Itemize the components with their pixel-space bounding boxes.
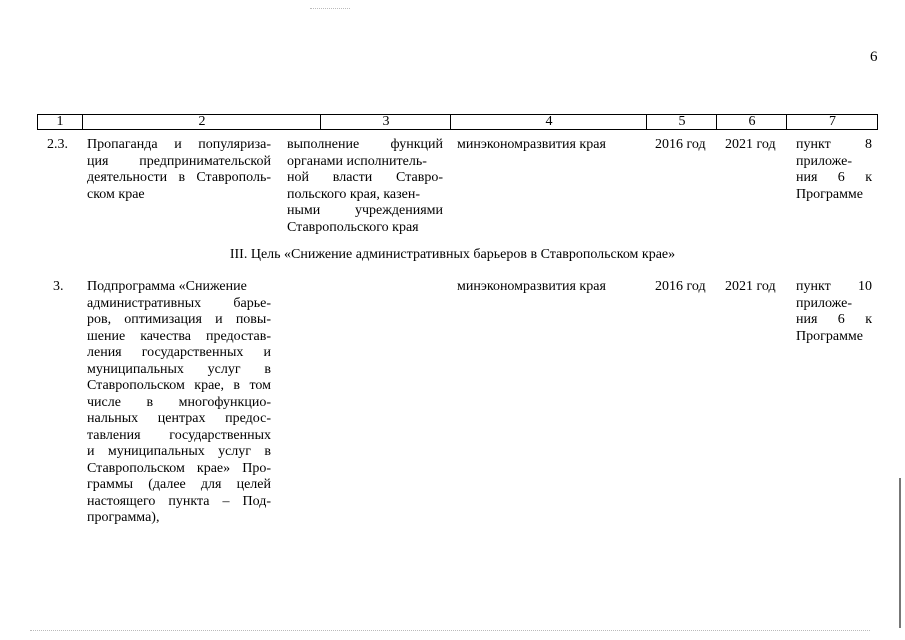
text-line: настоящего пункта – Под- bbox=[87, 493, 271, 509]
indicator-link bbox=[796, 279, 872, 345]
column-header: 7 bbox=[786, 115, 878, 129]
end-date: 2021 год bbox=[725, 279, 776, 294]
text-line: муниципальных услуг в bbox=[87, 361, 271, 377]
text-line: ция предпринимательской bbox=[87, 153, 271, 169]
responsible-executor: минэкономразвития края bbox=[457, 137, 606, 152]
row-number: 3. bbox=[53, 279, 64, 294]
text-line: числе в многофункцио- bbox=[87, 394, 271, 410]
text-line: Ставропольского края bbox=[287, 219, 419, 235]
scan-edge-mark bbox=[899, 478, 901, 628]
column-header: 2 bbox=[82, 115, 321, 129]
text-line: пункт 10 bbox=[796, 279, 872, 294]
page-number: 6 bbox=[870, 49, 878, 65]
text-line: деятельности в Ставрополь- bbox=[87, 170, 271, 185]
text-line: органами исполнитель- bbox=[287, 153, 427, 169]
start-date: 2016 год bbox=[655, 279, 706, 294]
text-line: Программе bbox=[796, 328, 863, 344]
text-line: Программе bbox=[796, 186, 863, 202]
text-line: ском крае bbox=[87, 186, 145, 202]
implementation-method bbox=[287, 137, 443, 236]
text-line: Ставропольском крае, в том bbox=[87, 378, 271, 393]
section-heading: III. Цель «Снижение административных барьеров в Ставропольском крае» bbox=[229, 247, 676, 262]
table-header bbox=[37, 114, 878, 130]
responsible-executor: минэкономразвития края bbox=[457, 279, 606, 294]
text-line: программа), bbox=[87, 510, 160, 525]
column-header: 6 bbox=[716, 115, 787, 129]
text-line: Пропаганда и популяриза- bbox=[87, 137, 271, 152]
text-line: ления государственных и bbox=[87, 345, 271, 360]
text-line: пункт 8 bbox=[796, 137, 872, 152]
text-line: ной власти Ставро- bbox=[287, 170, 443, 185]
column-header: 5 bbox=[646, 115, 717, 129]
scan-artifact-bottom bbox=[30, 630, 870, 632]
text-line: граммы (далее для целей bbox=[87, 477, 271, 492]
text-line: административных барье- bbox=[87, 295, 271, 311]
text-line: тавления государственных bbox=[87, 427, 271, 443]
text-line: выполнение функций bbox=[287, 137, 443, 152]
indicator-link bbox=[796, 137, 872, 203]
text-line: и муниципальных услуг в bbox=[87, 444, 271, 459]
column-header: 3 bbox=[320, 115, 451, 129]
start-date: 2016 год bbox=[655, 137, 706, 152]
text-line: Подпрограмма «Снижение bbox=[87, 279, 247, 294]
row-number: 2.3. bbox=[47, 137, 68, 152]
text-line: ния 6 к bbox=[796, 170, 872, 185]
text-line: нальных центрах предос- bbox=[87, 411, 271, 426]
text-line: ния 6 к bbox=[796, 312, 872, 327]
column-header: 4 bbox=[450, 115, 647, 129]
activity-name bbox=[87, 137, 271, 203]
scan-artifact-top bbox=[310, 8, 350, 10]
text-line: ров, оптимизация и повы- bbox=[87, 312, 271, 327]
text-line: польского края, казен- bbox=[287, 186, 421, 202]
text-line: Ставропольском крае» Про- bbox=[87, 460, 271, 476]
text-line: приложе- bbox=[796, 295, 852, 311]
text-line: приложе- bbox=[796, 153, 852, 169]
text-line: ными учреждениями bbox=[287, 203, 443, 218]
column-header: 1 bbox=[56, 114, 64, 129]
end-date: 2021 год bbox=[725, 137, 776, 152]
activity-name bbox=[87, 279, 271, 527]
text-line: шение качества предостав- bbox=[87, 328, 271, 344]
